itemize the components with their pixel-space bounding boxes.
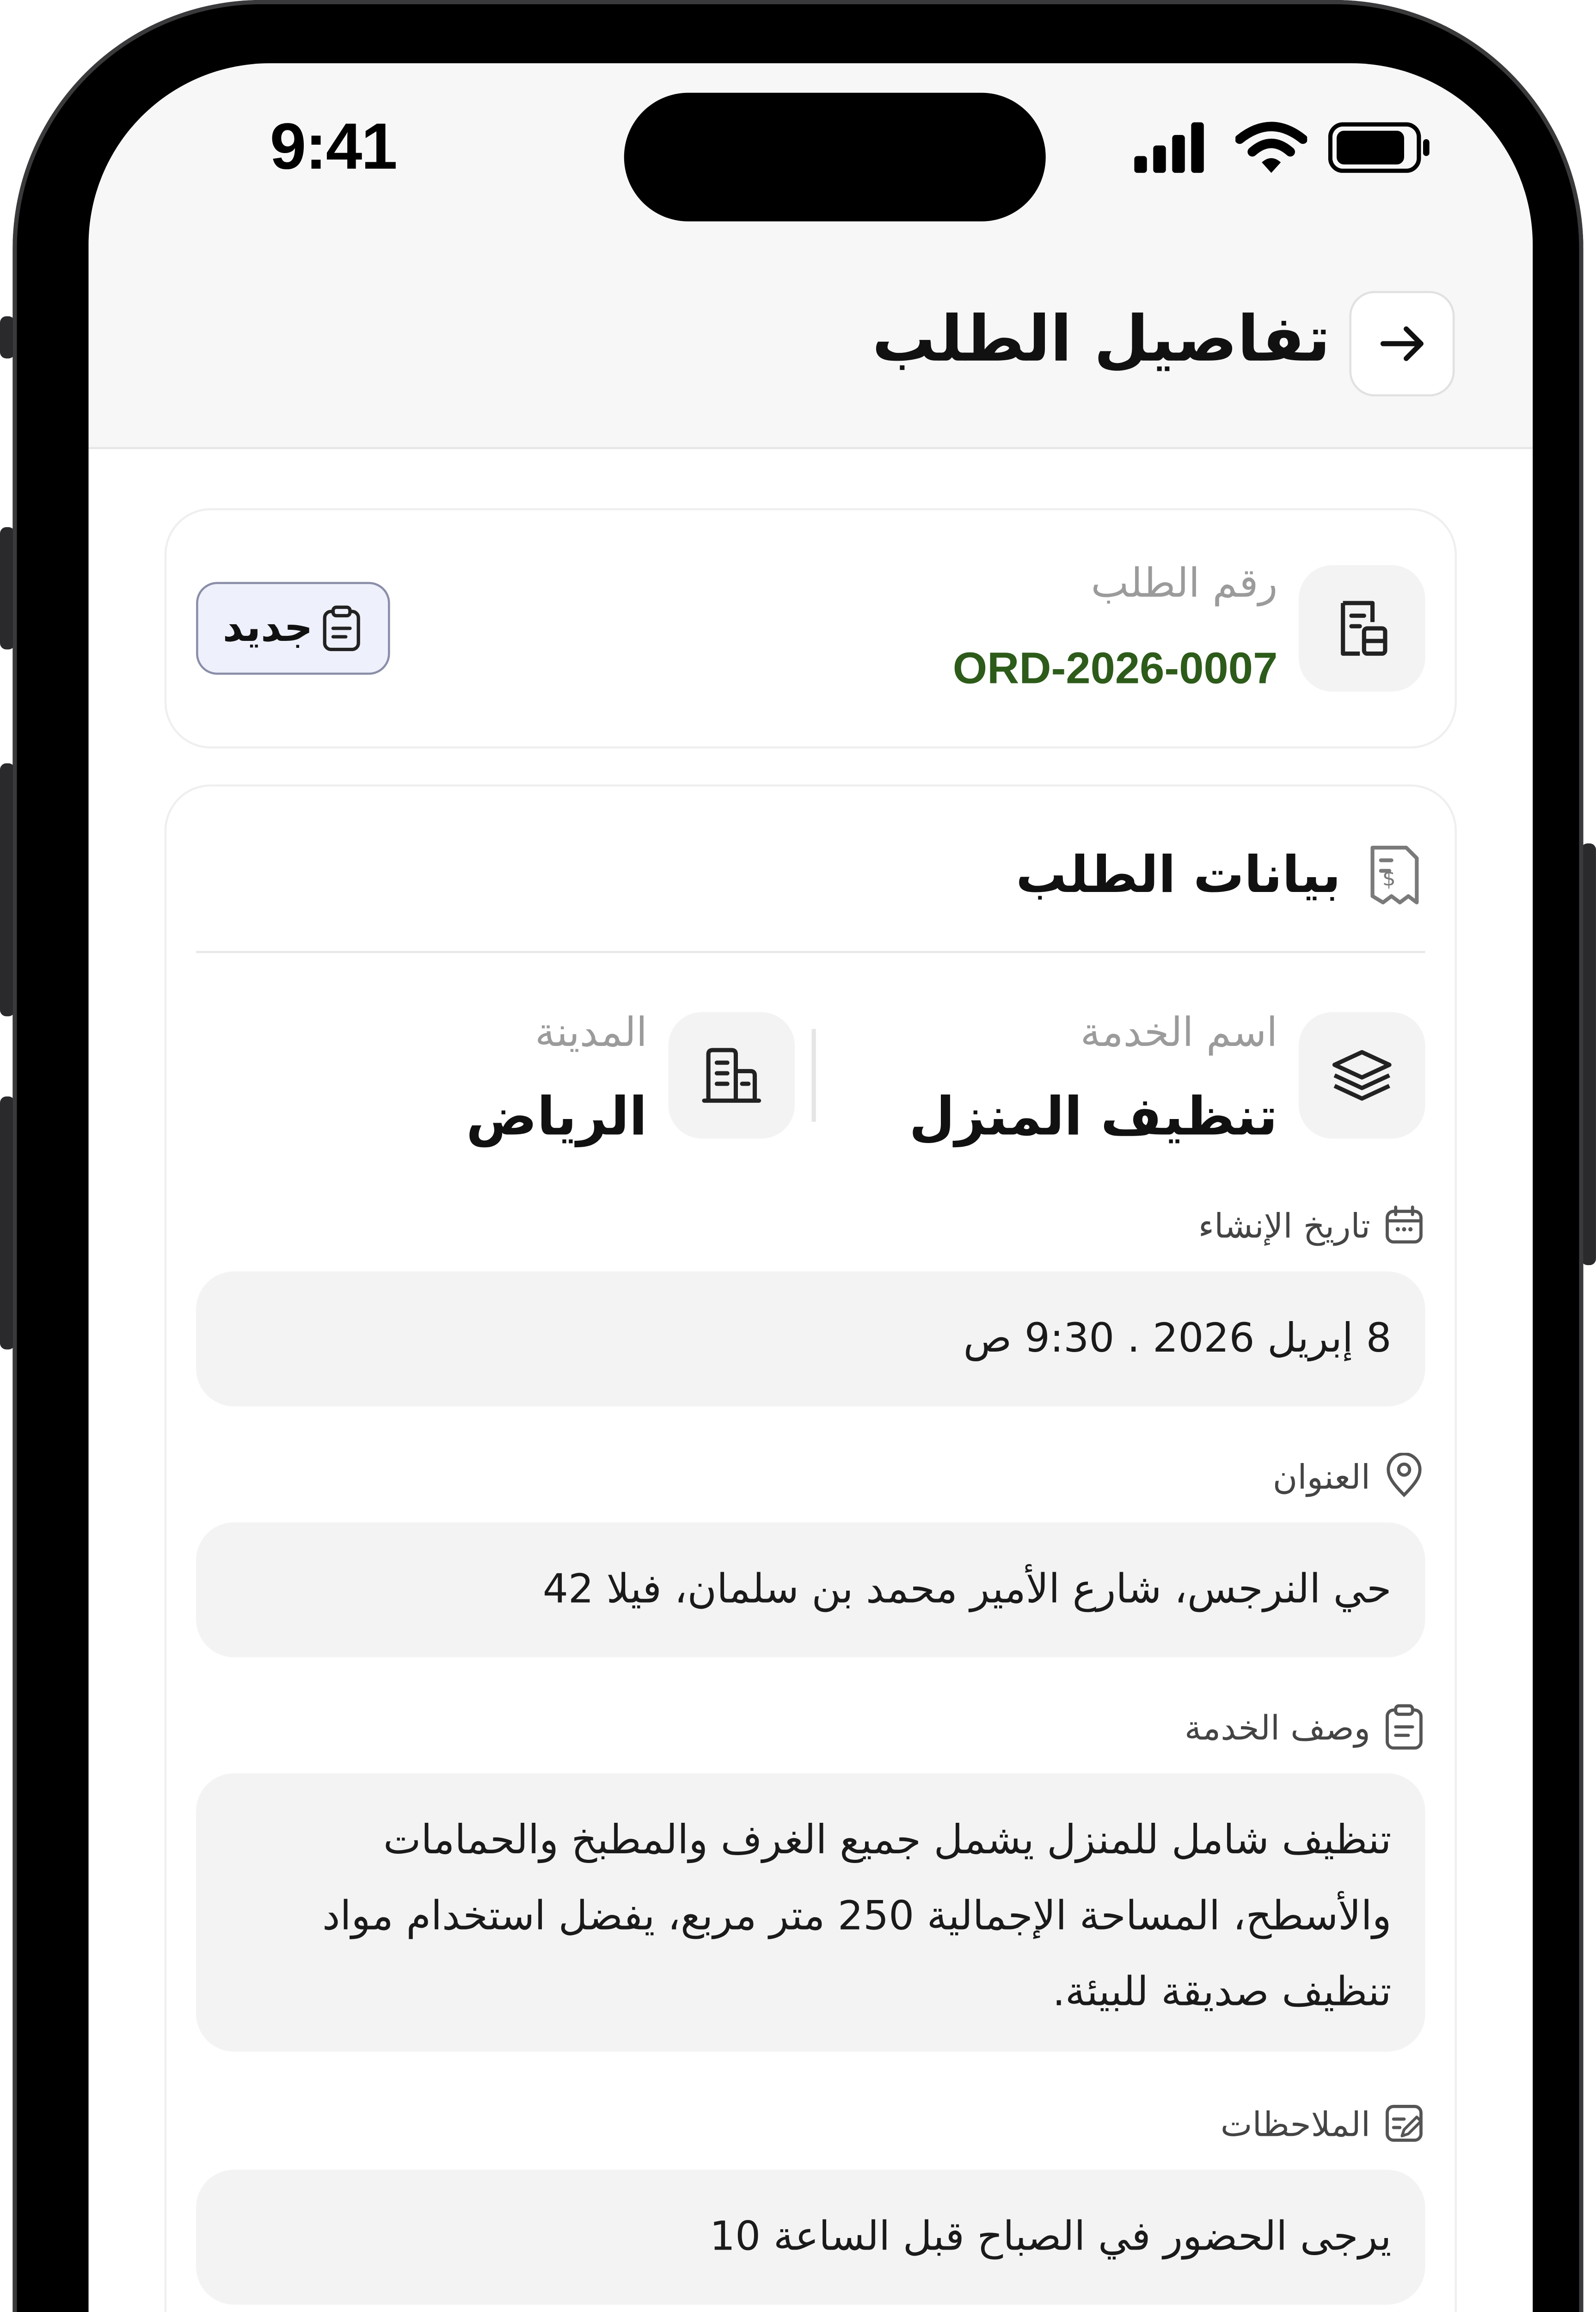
location-pin-icon <box>1383 1453 1425 1499</box>
order-details-card <box>165 784 1457 2312</box>
city-label: المدينة <box>535 1010 647 1057</box>
calendar-icon <box>1383 1204 1425 1246</box>
order-number-label: رقم الطلب <box>1091 560 1278 608</box>
status-icons <box>1134 118 1434 177</box>
app-screen <box>89 63 1533 2312</box>
battery-icon <box>1328 122 1434 172</box>
address-label: العنوان <box>1272 1456 1370 1496</box>
status-time: 9:41 <box>270 110 397 184</box>
section-title: بيانات الطلب <box>1016 845 1341 905</box>
service-icon-box <box>1299 1012 1425 1139</box>
note-edit-icon <box>1383 2102 1425 2144</box>
order-number: ORD-2026-0007 <box>952 645 1278 694</box>
svg-text:$: $ <box>1382 866 1396 891</box>
status-badge <box>196 582 390 675</box>
device-body <box>12 0 1583 2312</box>
info-divider <box>812 1029 816 1122</box>
page-title: تفاصيل الطلب <box>872 303 1331 378</box>
notes-field <box>196 2170 1425 2305</box>
city-icon-box <box>669 1012 795 1139</box>
cellular-signal-icon <box>1134 122 1210 172</box>
order-summary-card <box>165 508 1457 749</box>
address-field <box>196 1522 1425 1657</box>
arrow-right-icon <box>1375 316 1430 371</box>
description-value: تنظيف شامل للمنزل يشمل جميع الغرف والمطبخ والحمامات والأسطح، المساحة الإجمالية 250 متر مربع، يفضل استخدام مواد تنظيف صديقة للبيئة. <box>322 1817 1392 2016</box>
buildings-icon <box>698 1042 765 1109</box>
wifi-icon <box>1235 120 1307 175</box>
created-at-label: تاريخ الإنشاء <box>1198 1205 1370 1245</box>
address-value: حي النرجس، شارع الأمير محمد بن سلمان، فيلا 42 <box>542 1567 1392 1613</box>
back-button[interactable] <box>1349 291 1455 396</box>
city-value: الرياض <box>466 1086 647 1147</box>
clipboard-text-icon <box>1383 1703 1425 1750</box>
description-label: وصف الخدمة <box>1185 1707 1370 1747</box>
created-at-field <box>196 1272 1425 1407</box>
notes-label: الملاحظات <box>1220 2103 1370 2144</box>
created-at-value: 8 إبريل 2026 . 9:30 ص <box>963 1316 1392 1362</box>
status-badge-label: جديد <box>222 605 313 652</box>
service-name-label: اسم الخدمة <box>1080 1010 1278 1057</box>
layers-icon <box>1328 1042 1396 1109</box>
clipboard-icon <box>321 605 363 652</box>
order-icon-box <box>1299 565 1425 692</box>
section-divider <box>196 951 1425 953</box>
invoice-icon <box>1362 841 1425 909</box>
notes-value: يرجى الحضور في الصباح قبل الساعة 10 <box>710 2214 1392 2261</box>
dynamic-island <box>624 93 1046 221</box>
description-label-row <box>1185 1702 1425 1752</box>
receipt-icon <box>1328 595 1396 662</box>
app-header <box>89 240 1533 449</box>
description-field <box>196 1773 1425 2052</box>
section-header <box>1016 841 1425 909</box>
power-button <box>1581 843 1596 1265</box>
content-area <box>89 449 1533 2312</box>
notes-label-row <box>1221 2098 1425 2148</box>
address-label-row <box>1273 1451 1425 1501</box>
created-at-label-row <box>1198 1200 1425 1250</box>
service-name-value: تنظيف المنزل <box>909 1086 1278 1147</box>
